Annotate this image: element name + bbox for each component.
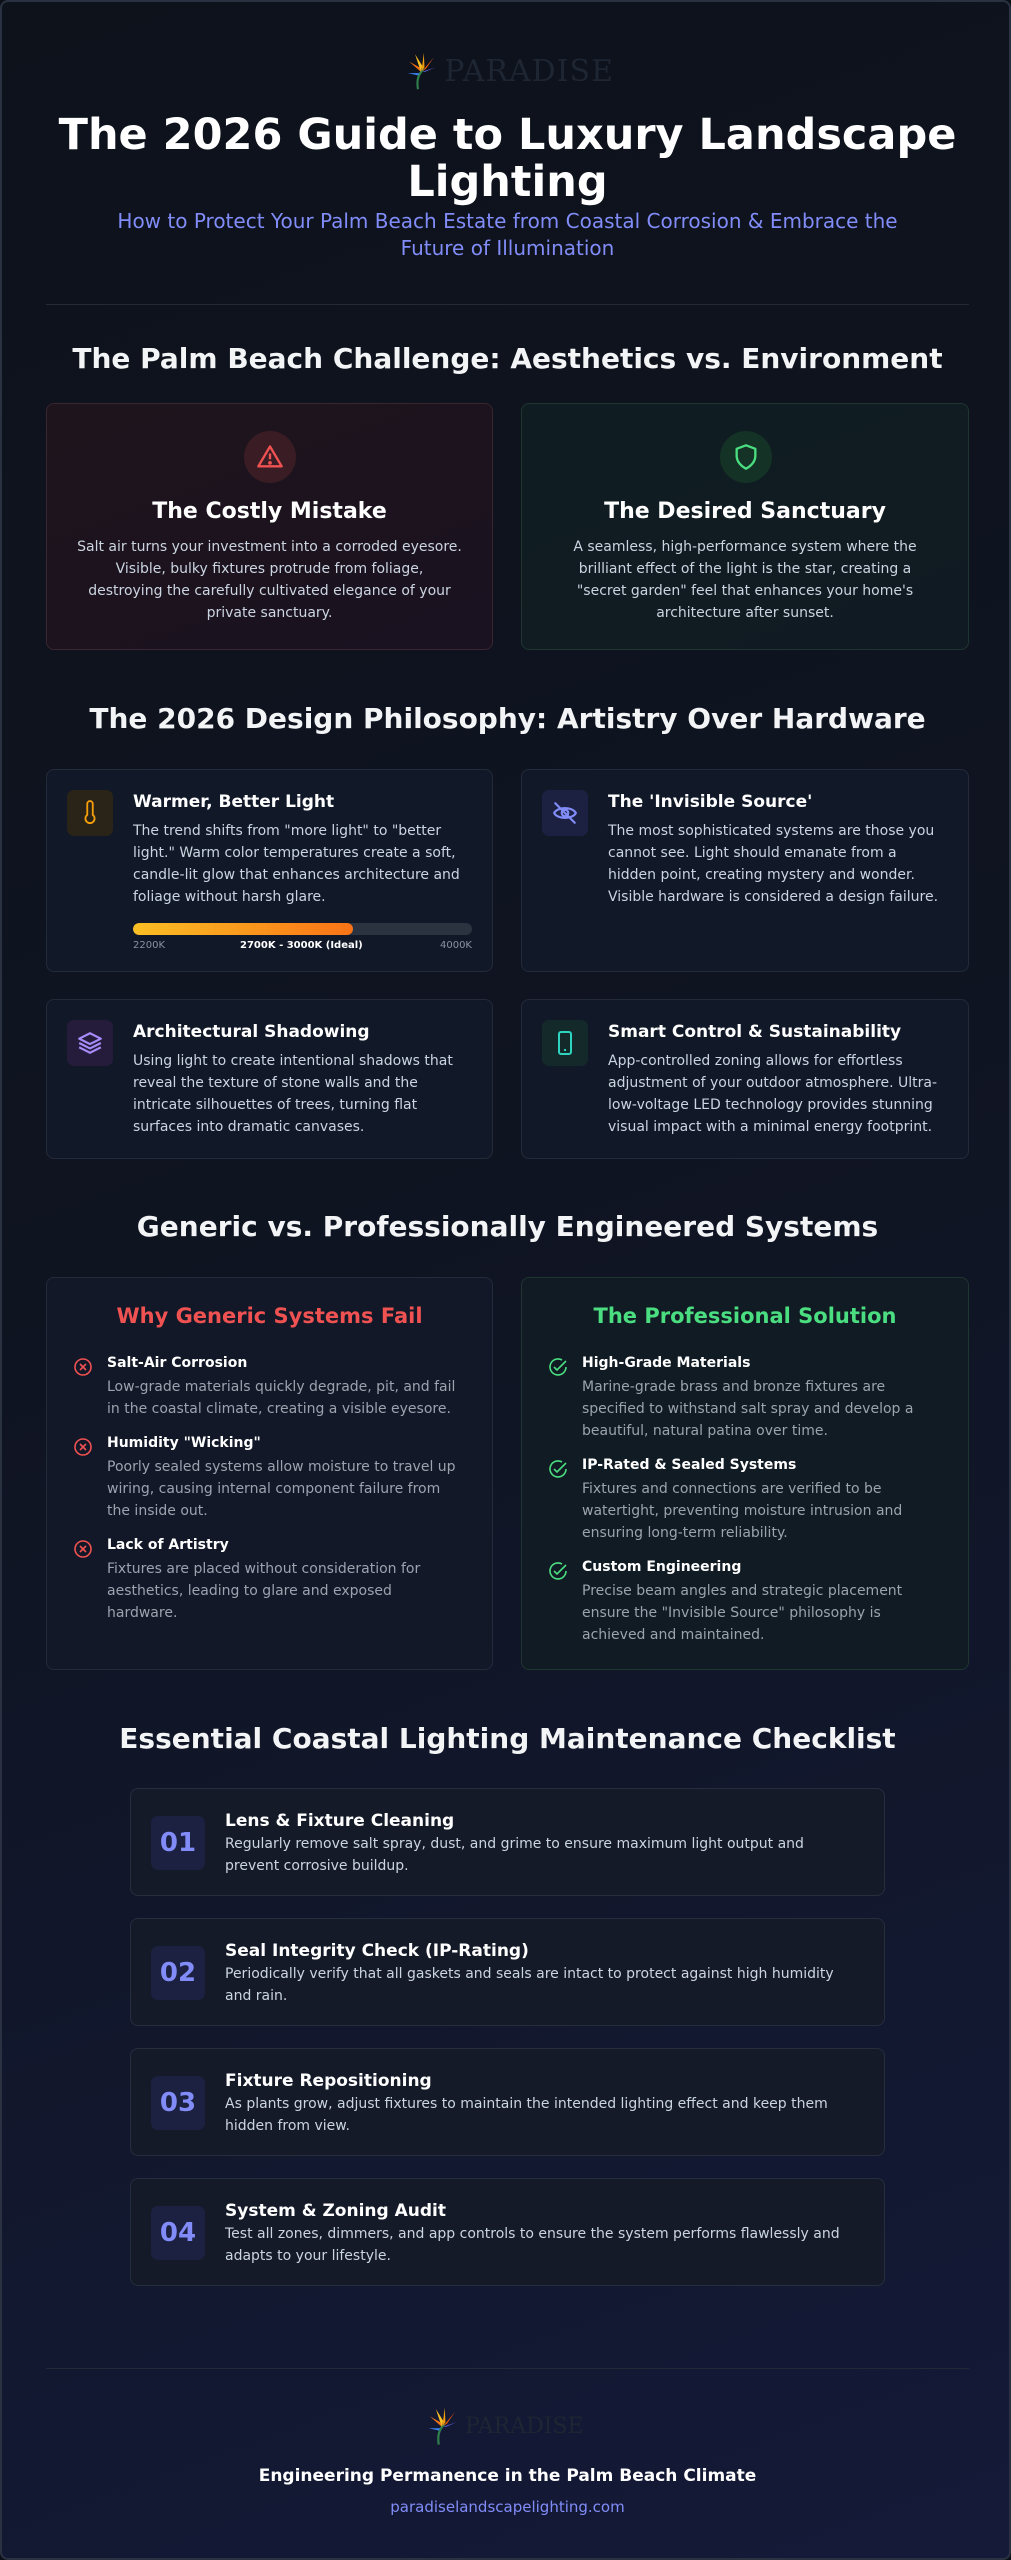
generic-systems-heading: Why Generic Systems Fail xyxy=(116,1304,423,1328)
footer-wordmark: PARADISE xyxy=(465,2413,584,2439)
page-title: The 2026 Guide to Luxury Landscape Lighting xyxy=(58,110,957,207)
checklist-number: 04 xyxy=(151,2206,205,2260)
temp-ideal-label: 2700K - 3000K (Ideal) xyxy=(240,940,363,951)
check-circle-icon xyxy=(548,1561,568,1581)
generic-item-text: Fixtures are placed without consideration for aesthetics, leading to glare and exposed hardware. xyxy=(107,1561,421,1621)
professional-item-text: Precise beam angles and strategic placement ensure the "Invisible Source" philosophy is achieved and maintained. xyxy=(582,1583,903,1643)
desired-sanctuary-card xyxy=(521,403,969,650)
invisible-source-text: The most sophisticated systems are those you cannot see. Light should emanate from a hidden point, creating mystery and wonder. Visible hardware is considered a design failure. xyxy=(608,823,939,905)
checklist-title: Essential Coastal Lighting Maintenance Checklist xyxy=(119,1722,896,1755)
temperature-bar-fill xyxy=(133,923,353,935)
checklist-item xyxy=(130,1918,885,2026)
check-circle-icon xyxy=(548,1459,568,1479)
checklist-item-text: As plants grow, adjust fixtures to maintain the intended lighting effect and keep them hidden from view. xyxy=(225,2096,828,2134)
checklist-item-heading: Fixture Repositioning xyxy=(225,2071,432,2091)
brand-wordmark: PARADISE xyxy=(444,53,614,89)
checklist-item-heading: Lens & Fixture Cleaning xyxy=(225,1811,455,1831)
warmer-light-heading: Warmer, Better Light xyxy=(133,792,335,812)
smart-control-text: App-controlled zoning allows for effortless adjustment of your outdoor atmosphere. Ultra-low-voltage LED technology provides stunning visual impact with a minimal energy footprint. xyxy=(608,1053,938,1135)
checklist-item-heading: System & Zoning Audit xyxy=(225,2201,446,2221)
professional-item xyxy=(548,1354,942,1442)
bird-of-paradise-icon xyxy=(422,2406,460,2446)
checklist-item xyxy=(130,2178,885,2286)
shield-icon xyxy=(720,431,772,483)
eye-off-icon xyxy=(542,790,588,836)
temp-max-label: 4000K xyxy=(439,940,472,951)
generic-systems-card xyxy=(46,1277,493,1670)
professional-item-heading: IP-Rated & Sealed Systems xyxy=(582,1457,797,1473)
footer-website-link[interactable]: paradiselandscapelighting.com xyxy=(390,2498,625,2516)
checklist-number: 02 xyxy=(151,1946,205,2000)
thermometer-icon xyxy=(67,790,113,836)
x-circle-icon xyxy=(73,1437,93,1457)
generic-item xyxy=(73,1536,466,1624)
generic-item xyxy=(73,1354,466,1420)
checklist-number: 01 xyxy=(151,1816,205,1870)
page-subtitle: How to Protect Your Palm Beach Estate from Coastal Corrosion & Embrace the Future of Illumination xyxy=(117,209,898,260)
professional-item xyxy=(548,1456,942,1544)
smart-control-heading: Smart Control & Sustainability xyxy=(608,1022,902,1042)
brand-logo xyxy=(402,44,614,98)
footer-logo xyxy=(422,2406,594,2446)
x-circle-icon xyxy=(73,1357,93,1377)
checklist-item-text: Test all zones, dimmers, and app controls to ensure the system performs flawlessly and adapts to your lifestyle. xyxy=(225,2226,840,2264)
footer-tagline: Engineering Permanence in the Palm Beach Climate xyxy=(258,2466,757,2486)
checklist-item-text: Regularly remove salt spray, dust, and grime to ensure maximum light output and prevent corrosive buildup. xyxy=(225,1836,804,1874)
warning-icon xyxy=(244,431,296,483)
professional-solution-card xyxy=(521,1277,969,1670)
professional-solution-heading: The Professional Solution xyxy=(593,1304,897,1328)
temperature-bar xyxy=(133,923,472,935)
x-circle-icon xyxy=(73,1539,93,1559)
bird-of-paradise-icon xyxy=(402,44,438,98)
comparison-title: Generic vs. Professionally Engineered Systems xyxy=(136,1210,879,1243)
invisible-source-heading: The 'Invisible Source' xyxy=(608,792,813,812)
divider xyxy=(46,304,969,305)
layers-icon xyxy=(67,1020,113,1066)
desired-sanctuary-heading: The Desired Sanctuary xyxy=(604,499,886,524)
desired-sanctuary-text: A seamless, high-performance system where the brilliant effect of the light is the star, creating a "secret garden" feel that enhances your home's architecture after sunset. xyxy=(573,539,917,621)
generic-item-text: Poorly sealed systems allow moisture to travel up wiring, causing internal component failure from the inside out. xyxy=(107,1459,456,1519)
costly-mistake-text: Salt air turns your investment into a corroded eyesore. Visible, bulky fixtures protrude from foliage, destroying the carefully cultivated elegance of your private sanctuary. xyxy=(77,539,462,621)
generic-item-heading: Lack of Artistry xyxy=(107,1537,229,1553)
professional-item-heading: High-Grade Materials xyxy=(582,1355,751,1371)
warmer-light-card xyxy=(46,769,493,972)
check-circle-icon xyxy=(548,1357,568,1377)
generic-item-heading: Humidity "Wicking" xyxy=(107,1435,261,1451)
checklist-item-text: Periodically verify that all gaskets and seals are intact to protect against high humidity and rain. xyxy=(225,1966,834,2004)
warmer-light-text: The trend shifts from "more light" to "better light." Warm color temperatures create a soft, candle-lit glow that enhances architecture and foliage without harsh glare. xyxy=(133,823,460,905)
checklist-item xyxy=(130,1788,885,1896)
invisible-source-card xyxy=(521,769,969,972)
professional-item-heading: Custom Engineering xyxy=(582,1559,742,1575)
generic-item-text: Low-grade materials quickly degrade, pit, and fail in the coastal climate, creating a visible eyesore. xyxy=(107,1379,456,1417)
professional-item xyxy=(548,1558,942,1646)
smart-control-card xyxy=(521,999,969,1159)
professional-item-text: Fixtures and connections are verified to be watertight, preventing moisture intrusion and ensuring long-term reliability. xyxy=(582,1481,903,1541)
checklist-number: 03 xyxy=(151,2076,205,2130)
architectural-shadowing-heading: Architectural Shadowing xyxy=(133,1022,370,1042)
checklist-item-heading: Seal Integrity Check (IP-Rating) xyxy=(225,1941,529,1961)
phone-icon xyxy=(542,1020,588,1066)
architectural-shadowing-card xyxy=(46,999,493,1159)
generic-item-heading: Salt-Air Corrosion xyxy=(107,1355,248,1371)
professional-item-text: Marine-grade brass and bronze fixtures are specified to withstand salt spray and develop a beautiful, natural patina over time. xyxy=(582,1379,914,1439)
divider xyxy=(46,2368,969,2369)
checklist-item xyxy=(130,2048,885,2156)
generic-item xyxy=(73,1434,466,1522)
philosophy-title: The 2026 Design Philosophy: Artistry Over Hardware xyxy=(89,702,926,735)
costly-mistake-card xyxy=(46,403,493,650)
temp-min-label: 2200K xyxy=(133,940,166,951)
architectural-shadowing-text: Using light to create intentional shadows that reveal the texture of stone walls and the intricate silhouettes of trees, turning flat surfaces into dramatic canvases. xyxy=(133,1053,453,1135)
challenge-title: The Palm Beach Challenge: Aesthetics vs. Environment xyxy=(72,342,943,375)
costly-mistake-heading: The Costly Mistake xyxy=(152,499,387,524)
